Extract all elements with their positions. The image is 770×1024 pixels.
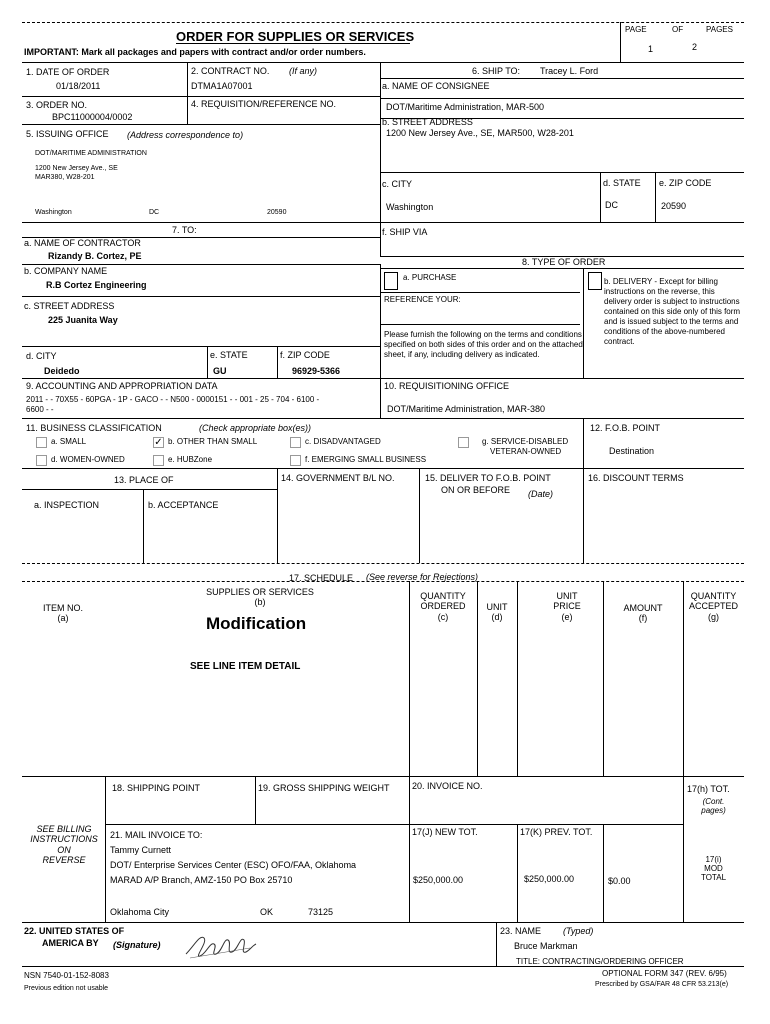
unit-header-line1: UNIT [486, 602, 508, 612]
ship-via-label: f. SHIP VIA [382, 227, 428, 237]
unit-price-header-line3: (e) [561, 611, 573, 622]
purchase-note: Please furnish the following on the terms and conditions specified on both sides of this order and on the attached sheet, if any, including delivery as indicated. [384, 330, 583, 359]
other-than-small-label: b. OTHER THAN SMALL [168, 437, 258, 446]
issuing-office-city: Washington [35, 209, 72, 216]
invoice-contact-name: Tammy Curnett [110, 845, 172, 855]
ship-street-value: 1200 New Jersey Ave., SE, MAR500, W28-201 [386, 128, 574, 138]
of-label: OF [672, 25, 684, 34]
place-of-label: 13. PLACE OF [114, 475, 174, 485]
new-total-label: 17(J) NEW TOT. [412, 827, 478, 837]
acceptance-label: b. ACCEPTANCE [148, 500, 219, 510]
issuing-office-line2: 1200 New Jersey Ave., SE [35, 165, 118, 172]
checkmark-icon: ✓ [154, 437, 163, 448]
order-no-value: BPC11000004/0002 [52, 112, 133, 122]
date-of-order-value: 01/18/2011 [56, 81, 101, 91]
unit-price-header-line1: UNIT [556, 591, 578, 601]
mod-total-label-line1: 17(i) [705, 855, 722, 864]
requisitioning-office-value: DOT/Maritime Administration, MAR-380 [387, 404, 546, 414]
issuing-office-state: DC [149, 209, 160, 216]
date-of-order-label: 1. DATE OF ORDER [26, 67, 110, 77]
delivery-checkbox[interactable] [588, 272, 602, 290]
veteran-owned-label: VETERAN-OWNED [490, 447, 562, 456]
see-line-item-detail: SEE LINE ITEM DETAIL [190, 661, 301, 672]
item-no-header-line1: ITEM NO. [43, 603, 83, 613]
service-disabled-checkbox[interactable] [458, 437, 469, 448]
form-number: OPTIONAL FORM 347 (REV. 6/95) [602, 969, 727, 978]
prev-total-value: $250,000.00 [524, 874, 575, 884]
accounting-value-line1: 2011 - - 70X55 - 60PGA - 1P - GACO - - N500 - 0000151 - - 001 - 25 - 704 - 6100 - [26, 395, 320, 404]
quantity-accepted-header-line1: QUANTITY [690, 591, 737, 601]
gross-weight-label: 19. GROSS SHIPPING WEIGHT [258, 783, 390, 793]
schedule-qualifier: (See reverse for Rejections) [366, 572, 479, 582]
ship-state-value: DC [605, 200, 618, 210]
discount-terms-label: 16. DISCOUNT TERMS [588, 473, 684, 483]
item-no-header-line2: (a) [57, 613, 69, 624]
supplies-header-line2: (b) [254, 597, 266, 608]
quantity-ordered-header-line2: ORDERED [420, 601, 466, 612]
deliver-to-fob-label: 15. DELIVER TO F.O.B. POINT [425, 473, 551, 483]
new-total-value: $250,000.00 [413, 875, 464, 885]
other-than-small-checkbox[interactable] [153, 437, 164, 448]
previous-edition-note: Previous edition not usable [24, 985, 109, 992]
invoice-address-line2: MARAD A/P Branch, AMZ-150 PO Box 25710 [110, 875, 293, 885]
contract-no-label: 2. CONTRACT NO. [191, 66, 270, 76]
modification-heading: Modification [206, 614, 307, 633]
issuing-office-line3: MAR380, W28-201 [35, 174, 95, 181]
type-of-order-label: 8. TYPE OF ORDER [522, 257, 606, 267]
quantity-ordered-header-line3: (c) [437, 611, 449, 622]
amount-header-line2: (f) [638, 613, 648, 624]
total-17h-note-line1: (Cont. [702, 797, 725, 806]
mod-total-value: $0.00 [608, 876, 631, 886]
quantity-ordered-header [409, 591, 477, 622]
issuing-office-zip: 20590 [267, 209, 287, 216]
billing-line3: ON [57, 844, 71, 855]
delivery-note: b. DELIVERY - Except for billing instructions on the reverse, this delivery order is subject to instructions contained on this side only of this form and is issued subject to the terms and conditions of the above-numbered contract. [604, 277, 741, 346]
invoice-no-label: 20. INVOICE NO. [412, 781, 483, 791]
amount-header [603, 603, 683, 624]
prescribed-by: Prescribed by GSA/FAR 48 CFR 53.213(e) [595, 981, 729, 988]
signature-image [180, 924, 260, 962]
ship-state-label: d. STATE [603, 178, 641, 188]
invoice-zip: 73125 [308, 907, 334, 917]
billing-line4: REVERSE [42, 855, 86, 866]
contractor-city-label: d. CITY [26, 351, 57, 361]
billing-instructions [22, 824, 106, 865]
shipping-point-label: 18. SHIPPING POINT [112, 783, 201, 793]
unit-header-line2: (d) [491, 612, 503, 623]
emerging-small-business-checkbox[interactable] [290, 455, 301, 466]
contractor-label: a. NAME OF CONTRACTOR [24, 238, 141, 248]
item-no-header [22, 603, 104, 624]
on-or-before-label: ON OR BEFORE [441, 485, 511, 495]
emerging-small-business-label: f. EMERGING SMALL BUSINESS [305, 455, 427, 464]
united-states-label: 22. UNITED STATES OF [24, 926, 125, 936]
contractor-zip-value: 96929-5366 [292, 366, 341, 376]
disadvantaged-label: c. DISADVANTAGED [305, 437, 381, 446]
quantity-accepted-header-line2: ACCEPTED [688, 601, 738, 612]
amount-header-line1: AMOUNT [623, 603, 663, 613]
consignee-label: a. NAME OF CONSIGNEE [382, 81, 490, 91]
contractor-city-value: Deidedo [44, 366, 80, 376]
business-classification-label: 11. BUSINESS CLASSIFICATION [26, 423, 162, 433]
form-title: ORDER FOR SUPPLIES OR SERVICES [176, 29, 415, 44]
purchase-checkbox[interactable] [384, 272, 398, 290]
women-owned-checkbox[interactable] [36, 455, 47, 466]
total-17h-note [683, 797, 744, 815]
mail-invoice-label: 21. MAIL INVOICE TO: [110, 830, 203, 840]
ship-to-label: 6. SHIP TO: [472, 66, 521, 76]
quantity-ordered-header-line1: QUANTITY [420, 591, 466, 601]
requisitioning-office-label: 10. REQUISITIONING OFFICE [384, 381, 510, 391]
ship-to-name: Tracey L. Ford [540, 66, 599, 76]
billing-line1: SEE BILLING [36, 824, 92, 834]
company-label: b. COMPANY NAME [24, 266, 108, 276]
officer-title: TITLE: CONTRACTING/ORDERING OFFICER [516, 957, 684, 966]
contractor-state-value: GU [213, 366, 227, 376]
prev-total-label: 17(K) PREV. TOT. [520, 827, 593, 837]
contractor-street-value: 225 Juanita Way [48, 315, 118, 325]
ship-city-value: Washington [386, 202, 434, 212]
contract-no-value: DTMA1A07001 [191, 81, 253, 91]
important-note: IMPORTANT: Mark all packages and papers with contract and/or order numbers. [24, 47, 366, 57]
invoice-address-line1: DOT/ Enterprise Services Center (ESC) OFO/FAA, Oklahoma [110, 860, 357, 870]
consignee-value: DOT/Maritime Administration, MAR-500 [386, 102, 545, 112]
reference-your-label: REFERENCE YOUR: [384, 295, 461, 304]
women-owned-label: d. WOMEN-OWNED [51, 455, 125, 464]
supplies-header-line1: SUPPLIES OR SERVICES [206, 587, 314, 597]
total-pages: 2 [692, 42, 698, 52]
small-checkbox[interactable] [36, 437, 47, 448]
unit-price-header [517, 591, 617, 622]
quantity-accepted-header-line3: (g) [708, 611, 719, 622]
supplies-header [180, 587, 340, 608]
service-disabled-label: g. SERVICE-DISABLED [482, 437, 569, 446]
contractor-state-label: e. STATE [210, 350, 248, 360]
name-label: 23. NAME [500, 926, 542, 936]
ship-zip-label: e. ZIP CODE [659, 178, 712, 188]
name-qualifier: (Typed) [563, 926, 594, 936]
to-label: 7. TO: [172, 225, 197, 235]
invoice-city: Oklahoma City [110, 907, 170, 917]
accounting-label: 9. ACCOUNTING AND APPROPRIATION DATA [26, 381, 218, 391]
total-17h-note-line2: pages) [701, 806, 726, 816]
hubzone-checkbox[interactable] [153, 455, 164, 466]
date-qualifier: (Date) [528, 489, 554, 499]
mod-total-label-line3: TOTAL [700, 873, 727, 883]
order-no-label: 3. ORDER NO. [26, 100, 88, 110]
business-classification-qualifier: (Check appropriate box(es)) [199, 423, 312, 433]
issuing-office-label: 5. ISSUING OFFICE [26, 129, 109, 139]
small-label: a. SMALL [51, 437, 87, 446]
contractor-street-label: c. STREET ADDRESS [24, 301, 115, 311]
government-bl-label: 14. GOVERNMENT B/L NO. [281, 473, 395, 483]
mod-total-label-line2: MOD [704, 864, 723, 874]
america-by-label: AMERICA BY [42, 938, 99, 948]
nsn-number: NSN 7540-01-152-8083 [24, 971, 109, 980]
disadvantaged-checkbox[interactable] [290, 437, 301, 448]
signature-qualifier: (Signature) [113, 940, 161, 950]
issuing-office-line1: DOT/MARITIME ADMINISTRATION [35, 150, 147, 157]
fob-point-label: 12. F.O.B. POINT [590, 423, 661, 433]
ship-street-label: b. STREET ADDRESS [382, 117, 473, 127]
contract-no-qualifier: (If any) [289, 66, 318, 76]
hubzone-label: e. HUBZone [168, 455, 213, 464]
contractor-value: Rizandy B. Cortez, PE [48, 251, 142, 261]
mod-total-label [683, 855, 744, 883]
page-label: PAGE [625, 25, 647, 34]
unit-header [477, 602, 517, 623]
pages-label: PAGES [706, 25, 733, 34]
quantity-accepted-header [683, 591, 744, 622]
purchase-label: a. PURCHASE [403, 273, 457, 282]
billing-line2: INSTRUCTIONS [30, 834, 98, 845]
total-17h-label: 17(h) TOT. [687, 784, 730, 794]
accounting-value-line2: 6600 - - [26, 405, 54, 414]
fob-point-value: Destination [609, 446, 655, 456]
schedule-label: 17. SCHEDULE [289, 573, 354, 583]
requisition-no-label: 4. REQUISITION/REFERENCE NO. [191, 99, 337, 109]
contractor-zip-label: f. ZIP CODE [280, 350, 330, 360]
inspection-label: a. INSPECTION [34, 500, 100, 510]
company-value: R.B Cortez Engineering [46, 280, 147, 290]
issuing-office-qualifier: (Address correspondence to) [127, 130, 244, 140]
officer-name: Bruce Markman [514, 941, 578, 951]
ship-zip-value: 20590 [661, 201, 687, 211]
invoice-state: OK [260, 907, 274, 917]
ship-city-label: c. CITY [382, 179, 413, 189]
page-number: 1 [648, 44, 654, 54]
unit-price-header-line2: PRICE [553, 601, 581, 612]
